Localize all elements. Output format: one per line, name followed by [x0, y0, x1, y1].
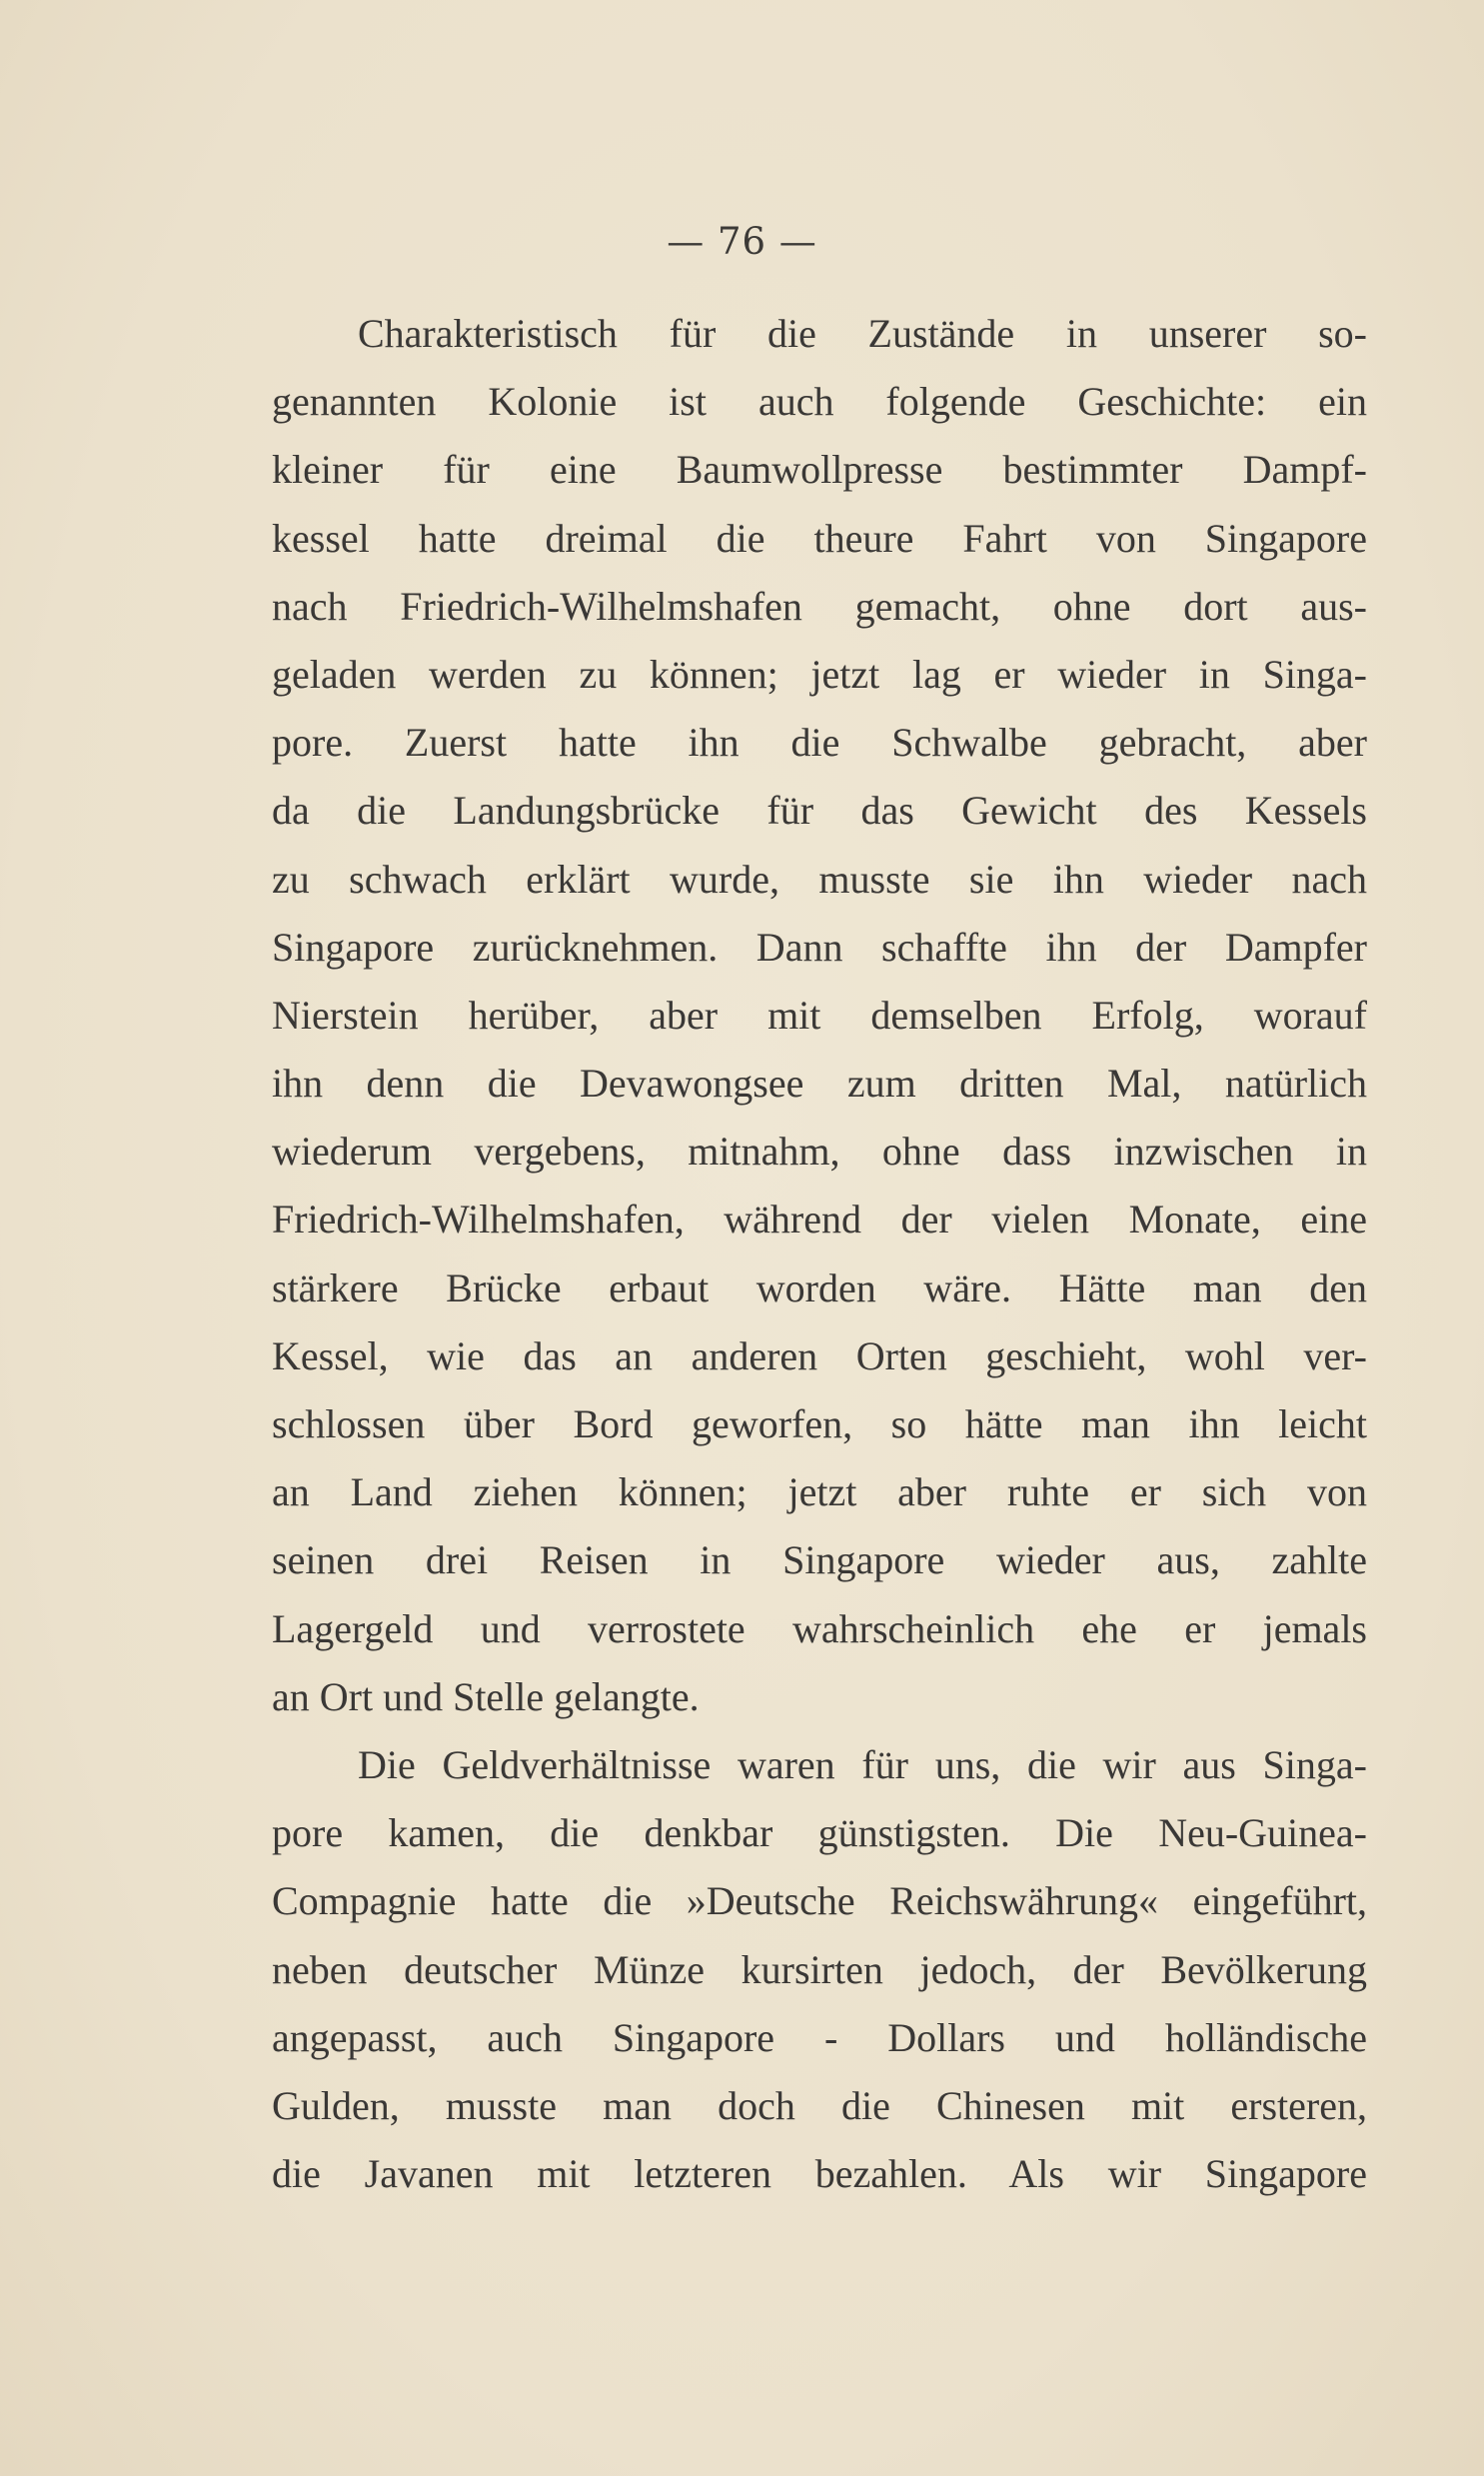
- text-line: kessel hatte dreimal die theure Fahrt von Singapore: [272, 515, 1367, 561]
- text-line: geladen werden zu können; jetzt lag er wieder in Singa-: [272, 651, 1367, 697]
- text-line: Friedrich-Wilhelmshafen, während der vielen Monate, eine: [272, 1197, 1367, 1242]
- text-line: an Land ziehen können; jetzt aber ruhte er sich von: [272, 1469, 1367, 1515]
- text-line: Lagergeld und verrostete wahrscheinlich ehe er jemals: [272, 1605, 1367, 1651]
- text-line: Die Geldverhältnisse waren für uns, die wir aus Singa-: [358, 1741, 1367, 1787]
- paragraph-2: [272, 1731, 1367, 2208]
- text-line: an Ort und Stelle gelangte.: [272, 1673, 700, 1719]
- text-line: wiederum vergebens, mitnahm, ohne dass inzwischen in: [272, 1129, 1367, 1175]
- page-number: — 76 —: [667, 220, 817, 263]
- text-line: nach Friedrich-Wilhelmshafen gemacht, ohne dort aus-: [272, 583, 1367, 629]
- text-line: pore. Zuerst hatte ihn die Schwalbe gebracht, aber: [272, 720, 1367, 766]
- body-text: [272, 300, 1367, 2208]
- text-line: schlossen über Bord geworfen, so hätte man ihn leicht: [272, 1401, 1367, 1446]
- text-line: zu schwach erklärt wurde, musste sie ihn wieder nach: [272, 856, 1367, 902]
- text-line: genannten Kolonie ist auch folgende Geschichte: ein: [272, 379, 1367, 425]
- text-line: stärkere Brücke erbaut worden wäre. Hätte man den: [272, 1264, 1367, 1310]
- text-line: Compagnie hatte die »Deutsche Reichswährung« eingeführt,: [272, 1878, 1367, 1924]
- text-line: kleiner für eine Baumwollpresse bestimmter Dampf-: [272, 447, 1367, 493]
- text-line: Nierstein herüber, aber mit demselben Erfolg, worauf: [272, 992, 1367, 1038]
- text-line: Charakteristisch für die Zustände in unserer so-: [358, 311, 1367, 356]
- text-line: die Javanen mit letzteren bezahlen. Als wir Singapore: [272, 2151, 1367, 2197]
- text-line: pore kamen, die denkbar günstigsten. Die Neu-Guinea-: [272, 1810, 1367, 1856]
- text-line: ihn denn die Devawongsee zum dritten Mal, natürlich: [272, 1061, 1367, 1107]
- text-line: angepasst, auch Singapore - Dollars und holländische: [272, 2014, 1367, 2060]
- text-line: neben deutscher Münze kursirten jedoch, der Bevölkerung: [272, 1946, 1367, 1992]
- text-line: Kessel, wie das an anderen Orten geschieht, wohl ver-: [272, 1332, 1367, 1378]
- paragraph-1: [272, 300, 1367, 1731]
- text-line: Gulden, musste man doch die Chinesen mit ersteren,: [272, 2082, 1367, 2128]
- text-line: seinen drei Reisen in Singapore wieder aus, zahlte: [272, 1537, 1367, 1583]
- text-line: da die Landungsbrücke für das Gewicht des Kessels: [272, 788, 1367, 834]
- text-line: Singapore zurücknehmen. Dann schaffte ihn der Dampfer: [272, 924, 1367, 970]
